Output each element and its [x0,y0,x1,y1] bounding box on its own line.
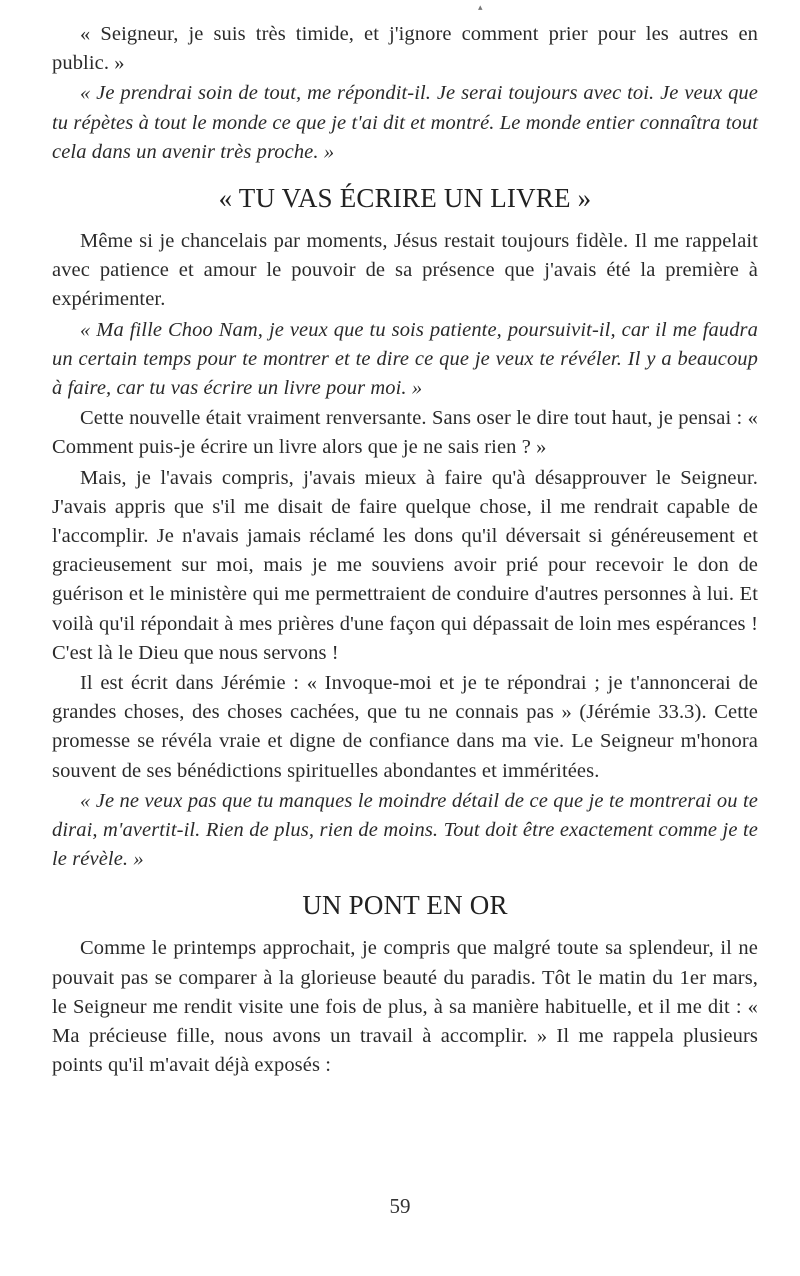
paragraph-2-italic: « Je prendrai soin de tout, me répondit-il. Je serai toujours avec toi. Je veux que tu répètes à tout le monde ce que je t'ai dit et montré. Le monde entier connaîtra tout cela dans un avenir très proche. » [52,82,758,163]
paragraph-4-italic: « Ma fille Choo Nam, je veux que tu sois patiente, poursuivit-il, car il me faudra un certain temps pour te montrer et te dire ce que je veux te révéler. Il y a beaucoup à faire, car tu vas écrire un livre pour moi. » [52,318,758,400]
top-mark: ▴ [478,2,483,12]
page-body [52,20,758,1081]
page-number: 59 [389,1194,411,1218]
paragraph-9: Comme le printemps approchait, je compris que malgré toute sa splendeur, il ne pouvait pas se comparer à la glorieuse beauté du paradis. Tôt le matin du 1er mars, le Seigneur me rendit visite une fois de plus, à sa manière habituelle, et il me dit : « Ma précieuse fille, nous avons un travail à accomplir. » Il me rappela plusieurs points qu'il m'avait déjà exposés : [52,937,758,1077]
section-heading-livre: « TU VAS ÉCRIRE UN LIVRE » [218,183,592,214]
paragraph-8-italic: « Je ne veux pas que tu manques le moindre détail de ce que je te montrerai ou te dirai, m'avertit-il. Rien de plus, rien de moins. Tout doit être exactement comme je te le révèle. » [52,789,758,871]
section-heading-pont: UN PONT EN OR [302,890,508,921]
paragraph-5: Cette nouvelle était vraiment renversante. Sans oser le dire tout haut, je pensai : « Comment puis-je écrire un livre alors que je ne sais rien ? » [52,407,758,459]
paragraph-1: « Seigneur, je suis très timide, et j'ignore comment prier pour les autres en public. » [52,23,758,75]
paragraph-6: Mais, je l'avais compris, j'avais mieux à faire qu'à désapprouver le Seigneur. J'avais appris que s'il me disait de faire quelque chose, il me rendrait capable de l'accomplir. Je n'avais jamais réclamé les dons qu'il déversait si généreusement et gracieusement sur moi, mais je me souviens avoir prié pour recevoir le don de guérison et le ministère qui me permettraient de conduire d'autres personnes à lui. Et voilà qu'il répondait à mes prières d'une façon qui dépassait de loin mes espérances ! C'est là le Dieu que nous servons ! [52,466,758,664]
paragraph-7: Il est écrit dans Jérémie : « Invoque-moi et je te répondrai ; je t'annoncerai de grandes choses, des choses cachées, que tu ne connais pas » (Jérémie 33.3). Cette promesse se révéla vraie et digne de confiance dans ma vie. Le Seigneur m'honora souvent de ses bénédictions spirituelles abondantes et imméritées. [52,672,758,782]
paragraph-3: Même si je chancelais par moments, Jésus restait toujours fidèle. Il me rappelait avec patience et amour le pouvoir de sa présence que j'avais été la première à expérimenter. [52,230,758,311]
